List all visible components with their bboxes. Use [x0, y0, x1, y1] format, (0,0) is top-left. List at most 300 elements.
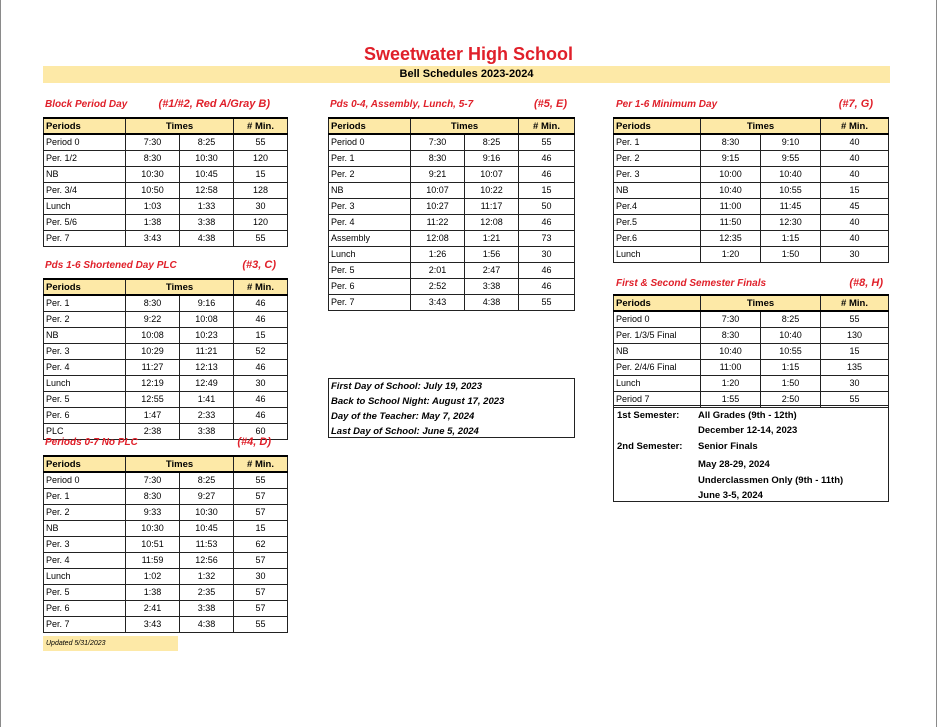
minutes-cell: 46 [234, 311, 288, 327]
end-time-cell: 4:38 [465, 294, 519, 310]
key-date-last-day: Last Day of School: June 5, 2024 [331, 426, 479, 437]
assembly-day-title: Pds 0-4, Assembly, Lunch, 5-7 [330, 99, 474, 110]
period-cell: Per. 5 [329, 262, 411, 278]
start-time-cell: 1:02 [126, 568, 180, 584]
period-cell: Lunch [44, 198, 126, 214]
end-time-cell: 10:40 [761, 166, 821, 182]
end-time-cell: 1:15 [761, 230, 821, 246]
period-cell: Per. 3 [329, 198, 411, 214]
start-time-cell: 9:21 [411, 166, 465, 182]
period-cell: Per. 2 [614, 150, 701, 166]
end-time-cell: 4:38 [180, 230, 234, 246]
period-cell: Per. 5 [44, 584, 126, 600]
minutes-cell: 55 [234, 134, 288, 150]
start-time-cell: 9:22 [126, 311, 180, 327]
end-time-cell: 3:38 [465, 278, 519, 294]
key-date-back-to-school: Back to School Night: August 17, 2023 [331, 396, 505, 407]
period-cell: Per. 5/6 [44, 214, 126, 230]
minutes-cell: 55 [234, 230, 288, 246]
minutes-cell: 15 [821, 182, 889, 198]
period-cell: NB [329, 182, 411, 198]
end-time-cell: 9:16 [465, 150, 519, 166]
end-time-cell: 1:21 [465, 230, 519, 246]
end-time-cell: 1:32 [180, 568, 234, 584]
period-cell: Lunch [44, 568, 126, 584]
minutes-cell: 15 [519, 182, 575, 198]
start-time-cell: 1:20 [701, 375, 761, 391]
start-time-cell: 10:30 [126, 166, 180, 182]
period-cell: Per. 1/3/5 Final [614, 327, 701, 343]
period-cell: Period 7 [614, 391, 701, 407]
period-cell: Lunch [329, 246, 411, 262]
second-semester-seniors: Senior Finals [698, 441, 758, 452]
finals-tag: (#8, H) [849, 277, 883, 289]
minutes-cell: 73 [519, 230, 575, 246]
block-day-tag: (#1/#2, Red A/Gray B) [158, 98, 270, 110]
block-day-table [43, 117, 288, 247]
start-time-cell: 7:30 [411, 134, 465, 150]
minutes-cell: 15 [234, 327, 288, 343]
minutes-cell: 50 [519, 198, 575, 214]
table-row [44, 359, 288, 375]
second-semester-senior-dates: May 28-29, 2024 [698, 459, 770, 470]
period-cell: Lunch [614, 375, 701, 391]
period-cell: Assembly [329, 230, 411, 246]
block-day-title: Block Period Day [45, 99, 128, 110]
minutes-cell: 135 [821, 359, 889, 375]
minutes-cell: 40 [821, 150, 889, 166]
period-cell: Per. 1 [44, 295, 126, 311]
start-time-cell: 8:30 [411, 150, 465, 166]
school-title: Sweetwater High School [363, 44, 574, 64]
period-cell: Per.4 [614, 198, 701, 214]
minutes-cell: 15 [234, 520, 288, 536]
table-row [614, 375, 889, 391]
table-row [614, 214, 889, 230]
shortened-day-table [43, 278, 288, 440]
minutes-cell: 55 [234, 472, 288, 488]
minutes-cell: 46 [519, 278, 575, 294]
end-time-cell: 3:38 [180, 214, 234, 230]
minutes-cell: 30 [519, 246, 575, 262]
table-row [329, 278, 575, 294]
table-row [44, 616, 288, 632]
table-row [44, 375, 288, 391]
end-time-cell: 10:07 [465, 166, 519, 182]
minutes-cell: 55 [234, 616, 288, 632]
table-row [44, 343, 288, 359]
finals-heading [616, 278, 883, 292]
period-cell: Period 0 [614, 311, 701, 327]
minutes-cell: 57 [234, 584, 288, 600]
minutes-cell: 46 [234, 391, 288, 407]
schedule-subtitle: Bell Schedules 2023-2024 [43, 66, 890, 83]
minutes-cell: 60 [234, 423, 288, 439]
table-row [44, 568, 288, 584]
period-cell: Per. 6 [329, 278, 411, 294]
minutes-cell: 57 [234, 488, 288, 504]
period-cell: PLC [44, 423, 126, 439]
end-time-cell: 12:13 [180, 359, 234, 375]
table-row [614, 327, 889, 343]
period-cell: Per. 3 [44, 536, 126, 552]
minutes-cell: 15 [821, 343, 889, 359]
end-time-cell: 12:08 [465, 214, 519, 230]
end-time-cell: 3:38 [180, 600, 234, 616]
second-semester-label: 2nd Semester: [617, 441, 683, 452]
minimum-day-tag: (#7, G) [838, 98, 873, 110]
minutes-cell: 45 [821, 198, 889, 214]
minutes-cell: 55 [821, 391, 889, 407]
end-time-cell: 1:50 [761, 246, 821, 262]
table-row [44, 600, 288, 616]
table-row [614, 246, 889, 262]
table-header-row [614, 295, 889, 311]
times-header: Times [126, 456, 234, 472]
start-time-cell: 11:59 [126, 552, 180, 568]
table-row [44, 295, 288, 311]
period-cell: NB [44, 520, 126, 536]
start-time-cell: 10:51 [126, 536, 180, 552]
period-cell: Per. 6 [44, 600, 126, 616]
start-time-cell: 2:52 [411, 278, 465, 294]
table-row [44, 166, 288, 182]
minutes-cell: 40 [821, 134, 889, 150]
table-row [329, 262, 575, 278]
periods-header: Periods [44, 456, 126, 472]
minutes-cell: 46 [519, 166, 575, 182]
end-time-cell: 8:25 [761, 311, 821, 327]
table-header-row [44, 456, 288, 472]
table-row [44, 198, 288, 214]
period-cell: Per.6 [614, 230, 701, 246]
start-time-cell: 1:03 [126, 198, 180, 214]
period-cell: Per. 6 [44, 407, 126, 423]
start-time-cell: 10:27 [411, 198, 465, 214]
semester-finals-box [613, 405, 889, 502]
minimum-day-title: Per 1-6 Minimum Day [616, 99, 718, 110]
minutes-cell: 55 [519, 294, 575, 310]
end-time-cell: 10:55 [761, 182, 821, 198]
period-cell: Per. 3 [614, 166, 701, 182]
table-row [44, 327, 288, 343]
end-time-cell: 2:47 [465, 262, 519, 278]
period-cell: NB [614, 182, 701, 198]
page-border-left [0, 0, 1, 727]
table-row [44, 488, 288, 504]
minutes-cell: 30 [234, 375, 288, 391]
end-time-cell: 12:56 [180, 552, 234, 568]
table-row [44, 536, 288, 552]
start-time-cell: 11:27 [126, 359, 180, 375]
end-time-cell: 8:25 [180, 472, 234, 488]
table-row [44, 407, 288, 423]
start-time-cell: 3:43 [126, 616, 180, 632]
start-time-cell: 3:43 [126, 230, 180, 246]
minutes-cell: 46 [519, 262, 575, 278]
minutes-header: # Min. [821, 295, 889, 311]
minutes-cell: 30 [234, 198, 288, 214]
period-cell: Per. 1 [329, 150, 411, 166]
start-time-cell: 11:00 [701, 198, 761, 214]
period-cell: Period 0 [44, 472, 126, 488]
minutes-cell: 30 [234, 568, 288, 584]
start-time-cell: 10:29 [126, 343, 180, 359]
start-time-cell: 9:15 [701, 150, 761, 166]
end-time-cell: 11:21 [180, 343, 234, 359]
table-row [614, 359, 889, 375]
start-time-cell: 10:00 [701, 166, 761, 182]
key-date-teacher-day: Day of the Teacher: May 7, 2024 [331, 411, 475, 422]
start-time-cell: 1:38 [126, 214, 180, 230]
table-row [614, 134, 889, 150]
period-cell: Per. 7 [44, 616, 126, 632]
end-time-cell: 10:08 [180, 311, 234, 327]
start-time-cell: 2:38 [126, 423, 180, 439]
table-row [329, 198, 575, 214]
end-time-cell: 10:40 [761, 327, 821, 343]
start-time-cell: 11:50 [701, 214, 761, 230]
end-time-cell: 10:23 [180, 327, 234, 343]
key-dates-box [328, 378, 575, 438]
start-time-cell: 2:41 [126, 600, 180, 616]
first-semester-dates: December 12-14, 2023 [698, 425, 798, 436]
period-cell: Per. 3/4 [44, 182, 126, 198]
end-time-cell: 10:30 [180, 504, 234, 520]
end-time-cell: 9:55 [761, 150, 821, 166]
end-time-cell: 12:30 [761, 214, 821, 230]
table-row [329, 294, 575, 310]
table-row [44, 391, 288, 407]
period-cell: Per. 1/2 [44, 150, 126, 166]
end-time-cell: 10:45 [180, 166, 234, 182]
end-time-cell: 12:49 [180, 375, 234, 391]
minutes-cell: 130 [821, 327, 889, 343]
end-time-cell: 4:38 [180, 616, 234, 632]
minutes-cell: 46 [234, 295, 288, 311]
period-cell: Per. 1 [44, 488, 126, 504]
first-semester-grades: All Grades (9th - 12th) [698, 410, 797, 421]
start-time-cell: 12:08 [411, 230, 465, 246]
finals-title: First & Second Semester Finals [616, 278, 767, 289]
start-time-cell: 10:30 [126, 520, 180, 536]
table-header-row [614, 118, 889, 134]
table-row [329, 134, 575, 150]
table-row [44, 134, 288, 150]
minutes-header: # Min. [234, 279, 288, 295]
periods-header: Periods [44, 118, 126, 134]
period-cell: Per.5 [614, 214, 701, 230]
start-time-cell: 8:30 [701, 327, 761, 343]
end-time-cell: 9:16 [180, 295, 234, 311]
end-time-cell: 1:15 [761, 359, 821, 375]
start-time-cell: 12:35 [701, 230, 761, 246]
minimum-day-heading [616, 99, 873, 113]
minutes-header: # Min. [234, 118, 288, 134]
minutes-header: # Min. [234, 456, 288, 472]
start-time-cell: 11:22 [411, 214, 465, 230]
start-time-cell: 7:30 [701, 311, 761, 327]
period-cell: NB [44, 166, 126, 182]
period-cell: Per. 7 [329, 294, 411, 310]
period-cell: Per. 4 [44, 359, 126, 375]
end-time-cell: 10:30 [180, 150, 234, 166]
noplc-day-title: Periods 0-7 No PLC [45, 437, 138, 448]
table-row [614, 343, 889, 359]
end-time-cell: 1:56 [465, 246, 519, 262]
minutes-cell: 40 [821, 230, 889, 246]
start-time-cell: 12:55 [126, 391, 180, 407]
times-header: Times [126, 279, 234, 295]
table-header-row [44, 279, 288, 295]
start-time-cell: 7:30 [126, 472, 180, 488]
table-row [44, 584, 288, 600]
table-row [614, 311, 889, 327]
shortened-day-heading [45, 260, 276, 274]
table-row [329, 150, 575, 166]
period-cell: Per. 2 [44, 504, 126, 520]
start-time-cell: 10:08 [126, 327, 180, 343]
minutes-cell: 57 [234, 504, 288, 520]
end-time-cell: 12:58 [180, 182, 234, 198]
period-cell: Per. 7 [44, 230, 126, 246]
period-cell: Lunch [44, 375, 126, 391]
minutes-cell: 30 [821, 375, 889, 391]
assembly-day-table [328, 117, 575, 311]
end-time-cell: 2:50 [761, 391, 821, 407]
start-time-cell: 8:30 [126, 150, 180, 166]
minutes-cell: 120 [234, 150, 288, 166]
finals-table [613, 294, 889, 408]
second-semester-underclassmen-dates: June 3-5, 2024 [698, 490, 763, 501]
period-cell: Per. 2 [329, 166, 411, 182]
table-row [614, 230, 889, 246]
end-time-cell: 11:53 [180, 536, 234, 552]
period-cell: Lunch [614, 246, 701, 262]
shortened-day-title: Pds 1-6 Shortened Day PLC [45, 260, 177, 271]
start-time-cell: 9:33 [126, 504, 180, 520]
noplc-day-table [43, 455, 288, 633]
period-cell: Period 0 [44, 134, 126, 150]
start-time-cell: 1:47 [126, 407, 180, 423]
minutes-cell: 52 [234, 343, 288, 359]
times-header: Times [701, 295, 821, 311]
periods-header: Periods [44, 279, 126, 295]
minutes-cell: 46 [234, 359, 288, 375]
end-time-cell: 1:50 [761, 375, 821, 391]
end-time-cell: 11:45 [761, 198, 821, 214]
minutes-header: # Min. [821, 118, 889, 134]
noplc-day-heading [45, 437, 271, 451]
start-time-cell: 1:26 [411, 246, 465, 262]
end-time-cell: 1:33 [180, 198, 234, 214]
minutes-cell: 120 [234, 214, 288, 230]
minutes-cell: 128 [234, 182, 288, 198]
period-cell: Per. 4 [329, 214, 411, 230]
start-time-cell: 1:38 [126, 584, 180, 600]
minutes-cell: 55 [519, 134, 575, 150]
times-header: Times [701, 118, 821, 134]
table-row [614, 166, 889, 182]
periods-header: Periods [614, 118, 701, 134]
end-time-cell: 9:27 [180, 488, 234, 504]
start-time-cell: 10:07 [411, 182, 465, 198]
start-time-cell: 7:30 [126, 134, 180, 150]
table-row [329, 214, 575, 230]
table-row [614, 182, 889, 198]
minutes-cell: 40 [821, 166, 889, 182]
noplc-day-tag: (#4, D) [237, 436, 271, 448]
end-time-cell: 10:22 [465, 182, 519, 198]
end-time-cell: 2:35 [180, 584, 234, 600]
assembly-day-heading [330, 99, 567, 113]
end-time-cell: 3:38 [180, 423, 234, 439]
minutes-cell: 55 [821, 311, 889, 327]
period-cell: Per. 3 [44, 343, 126, 359]
second-semester-underclassmen: Underclassmen Only (9th - 11th) [698, 475, 844, 486]
start-time-cell: 11:00 [701, 359, 761, 375]
start-time-cell: 1:20 [701, 246, 761, 262]
start-time-cell: 8:30 [126, 488, 180, 504]
assembly-day-tag: (#5, E) [533, 98, 567, 110]
minutes-cell: 57 [234, 600, 288, 616]
minutes-cell: 40 [821, 214, 889, 230]
times-header: Times [126, 118, 234, 134]
start-time-cell: 2:01 [411, 262, 465, 278]
start-time-cell: 10:50 [126, 182, 180, 198]
table-row [44, 504, 288, 520]
table-row [44, 311, 288, 327]
minutes-cell: 46 [519, 150, 575, 166]
minutes-cell: 46 [234, 407, 288, 423]
period-cell: Per. 5 [44, 391, 126, 407]
start-time-cell: 3:43 [411, 294, 465, 310]
block-day-heading [45, 99, 270, 113]
end-time-cell: 11:17 [465, 198, 519, 214]
table-row [329, 246, 575, 262]
end-time-cell: 1:41 [180, 391, 234, 407]
end-time-cell: 8:25 [465, 134, 519, 150]
times-header: Times [411, 118, 519, 134]
table-row [329, 230, 575, 246]
minutes-cell: 57 [234, 552, 288, 568]
start-time-cell: 8:30 [701, 134, 761, 150]
table-row [44, 552, 288, 568]
end-time-cell: 8:25 [180, 134, 234, 150]
period-cell: Per. 4 [44, 552, 126, 568]
minutes-header: # Min. [519, 118, 575, 134]
period-cell: Per. 1 [614, 134, 701, 150]
table-row [44, 230, 288, 246]
key-date-first-day: First Day of School: July 19, 2023 [331, 381, 482, 392]
periods-header: Periods [614, 295, 701, 311]
minutes-cell: 62 [234, 536, 288, 552]
end-time-cell: 9:10 [761, 134, 821, 150]
table-header-row [329, 118, 575, 134]
minutes-cell: 46 [519, 214, 575, 230]
start-time-cell: 1:55 [701, 391, 761, 407]
periods-header: Periods [329, 118, 411, 134]
start-time-cell: 10:40 [701, 182, 761, 198]
first-semester-label: 1st Semester: [617, 410, 680, 421]
table-row [44, 472, 288, 488]
period-cell: Per. 2 [44, 311, 126, 327]
table-row [44, 150, 288, 166]
minutes-cell: 15 [234, 166, 288, 182]
minimum-day-table [613, 117, 889, 263]
updated-note: Updated 5/31/2023 [43, 636, 178, 651]
table-row [614, 198, 889, 214]
